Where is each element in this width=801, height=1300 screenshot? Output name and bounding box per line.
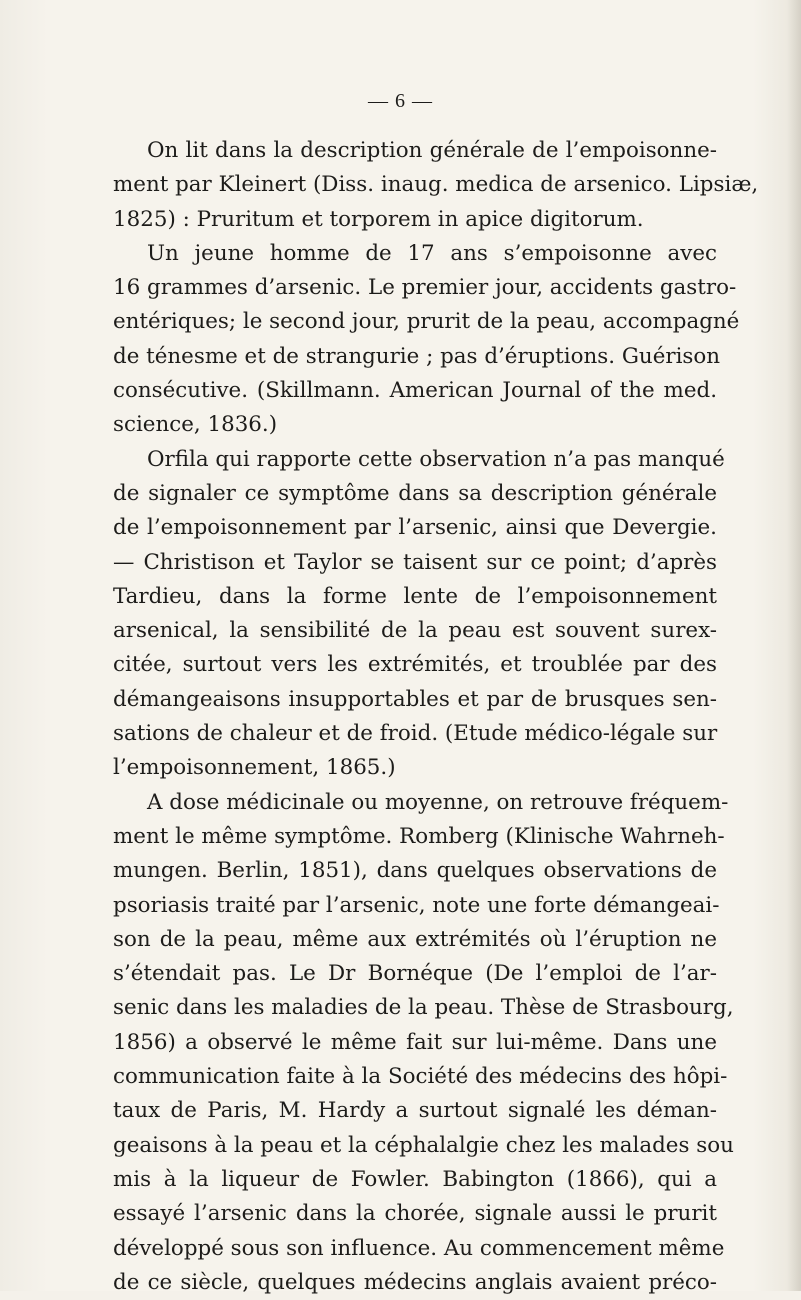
text-line: l’empoisonnement, 1865.)	[113, 755, 396, 781]
text-line: 1825) : Pruritum et torporem in apice digitorum.	[113, 206, 644, 232]
text-line: développé sous son influence. Au commencement même	[113, 1235, 725, 1261]
text-line: — Christison et Taylor se taisent sur ce point; d’après	[113, 549, 717, 575]
body-text	[113, 134, 759, 1300]
text-line: taux de Paris, M. Hardy a surtout signalé les déman-	[113, 1098, 717, 1124]
text-line: entériques; le second jour, prurit de la peau, accompagné	[113, 309, 740, 335]
text-line: ment le même symptôme. Romberg (Klinische Wahrneh-	[113, 823, 725, 849]
text-line: Un jeune homme de 17 ans s’empoisonne avec	[147, 240, 717, 266]
text-line: de l’empoisonnement par l’arsenic, ainsi que Devergie.	[113, 515, 717, 541]
text-line: communication faite à la Société des médecins des hôpi-	[113, 1064, 728, 1090]
text-line: s’étendait pas. Le Dr Bornéque (De l’emploi de l’ar-	[113, 961, 717, 987]
text-line: Orfila qui rapporte cette observation n’a pas manqué	[147, 446, 725, 472]
text-line: A dose médicinale ou moyenne, on retrouve fréquem-	[147, 789, 729, 815]
text-line: ment par Kleinert (Diss. inaug. medica de arsenico. Lipsiæ,	[113, 172, 759, 198]
text-line: Tardieu, dans la forme lente de l’empoisonnement	[113, 583, 717, 609]
text-line: son de la peau, même aux extrémités où l’éruption ne	[113, 926, 717, 952]
text-line: citée, surtout vers les extrémités, et troublée par des	[113, 652, 717, 678]
text-line: arsenical, la sensibilité de la peau est souvent surex-	[113, 618, 717, 644]
text-line: mis à la liqueur de Fowler. Babington (1866), qui a	[113, 1166, 717, 1192]
page-number: — 6 —	[368, 90, 433, 112]
text-line: consécutive. (Skillmann. American Journal of the med.	[113, 378, 717, 404]
text-line: sations de chaleur et de froid. (Etude médico-légale sur	[113, 721, 718, 747]
text-line: essayé l’arsenic dans la chorée, signale aussi le prurit	[113, 1201, 717, 1227]
text-line: senic dans les maladies de la peau. Thèse de Strasbourg,	[113, 995, 734, 1021]
text-line: démangeaisons insupportables et par de brusques sen-	[113, 686, 717, 712]
page-edge-shadow	[787, 0, 801, 1291]
text-line: On lit dans la description générale de l’empoisonne-	[147, 138, 717, 163]
text-line: science, 1836.)	[113, 412, 278, 438]
text-line: de signaler ce symptôme dans sa description générale	[113, 480, 717, 506]
text-line: de ténesme et de strangurie ; pas d’éruptions. Guérison	[113, 343, 721, 369]
text-line: 1856) a observé le même fait sur lui-même. Dans une	[113, 1029, 717, 1055]
text-line: mungen. Berlin, 1851), dans quelques observations de	[113, 858, 717, 884]
text-line: psoriasis traité par l’arsenic, note une forte démangeai-	[113, 892, 720, 918]
text-line: 16 grammes d’arsenic. Le premier jour, accidents gastro-	[113, 275, 737, 301]
text-line: geaisons à la peau et la céphalalgie chez les malades sou	[113, 1132, 734, 1158]
text-line: de ce siècle, quelques médecins anglais avaient préco-	[113, 1269, 717, 1295]
